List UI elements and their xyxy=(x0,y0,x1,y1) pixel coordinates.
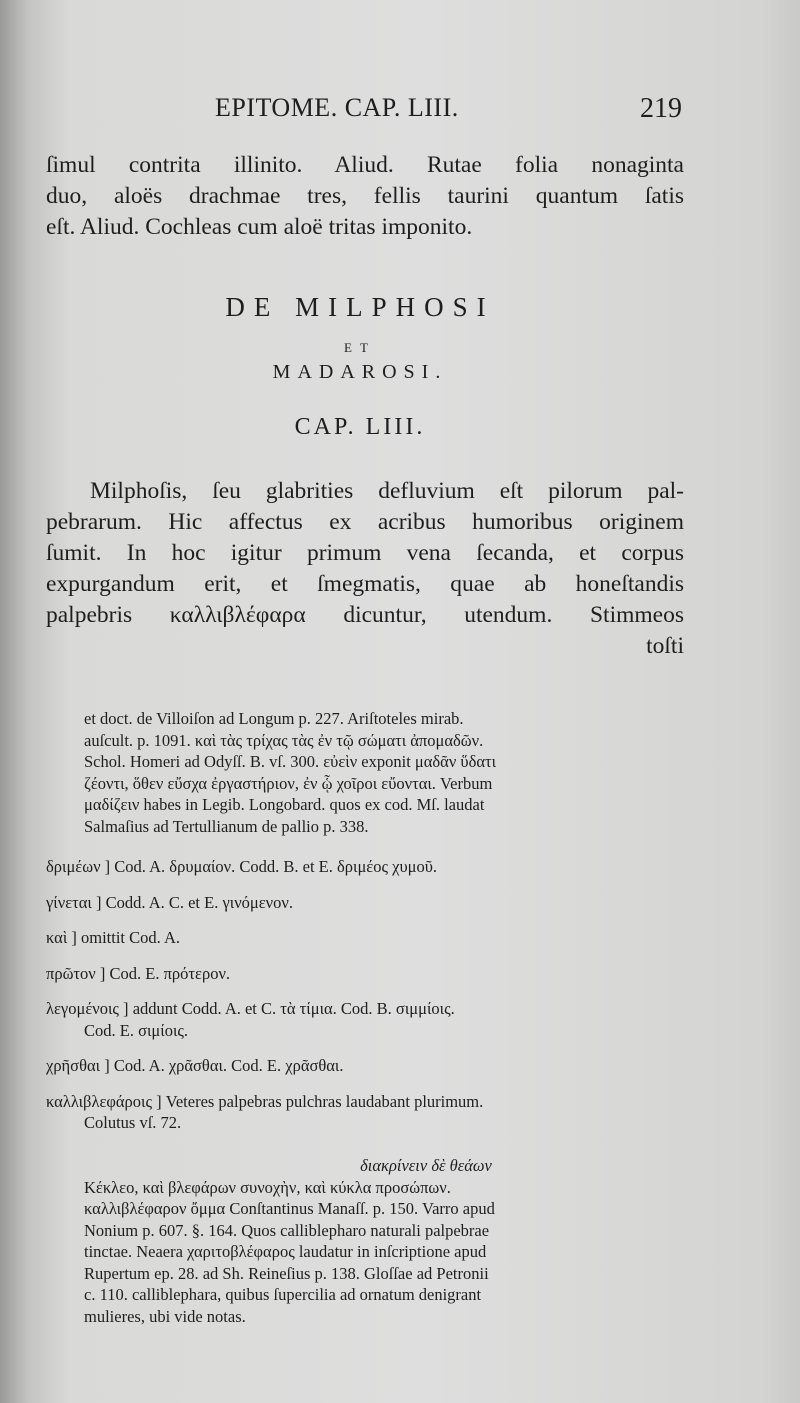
chapter-subtitle: MADAROSI. xyxy=(272,361,448,383)
variant-text: addunt Codd. A. et C. τὰ τίμια. Cod. B. σιμμίοις. xyxy=(132,999,455,1018)
variant-lemma: καλλιβλεφάροις ] xyxy=(46,1091,162,1111)
variant-readings xyxy=(46,856,686,1134)
text-line: pebrarum. Hic affectus ex acribus humoribus originem xyxy=(46,509,684,535)
note-line: Salmaſius ad Tertullianum de pallio p. 338. xyxy=(84,816,369,836)
variant-entry xyxy=(46,1055,686,1077)
variant-lemma: λεγομένοις ] xyxy=(46,999,129,1018)
variant-entry xyxy=(46,1091,686,1113)
note-line: Nonium p. 607. §. 164. Quos calliblepharo naturali palpebrae xyxy=(84,1220,490,1240)
variant-lemma: χρῆσθαι ] xyxy=(46,1056,110,1075)
variant-text: Codd. A. C. et E. γινόμενον. xyxy=(105,892,293,912)
note-line: μαδίζειν habes in Legib. Longobard. quos ex cod. Mſ. laudat xyxy=(84,795,485,814)
note-line: mulieres, ubi vide notas. xyxy=(84,1306,246,1326)
variant-lemma: δριμέων ] xyxy=(46,857,111,876)
variant-text: Cod. A. δρυμαίον. Codd. B. et E. δριμέος χυμοῦ. xyxy=(114,857,438,876)
variant-text: Cod. A. χρᾶσθαι. Cod. E. χρᾶσθαι. xyxy=(113,1056,344,1075)
body-paragraph xyxy=(46,476,684,662)
quoted-verse-and-note xyxy=(46,1155,686,1327)
chapter-title-et: ET xyxy=(344,340,376,355)
note-line: et doct. de Villoiſon ad Longum p. 227. Ariſtoteles mirab. xyxy=(84,709,464,728)
footnote-continuation xyxy=(46,708,686,837)
note-line: καλλιβλέφαρον ὄμμα Conſtantinus Manaſſ. p. 150. Varro apud xyxy=(84,1199,495,1218)
note-line: ζέοντι, ὅθεν εὔσχα ἐργαστήριον, ἐν ᾧ χοῖροι εὔονται. Verbum xyxy=(84,773,493,793)
variant-text: Cod. E. πρότερον. xyxy=(109,963,231,983)
variant-text: omittit Cod. A. xyxy=(81,928,181,947)
text-line: palpebris καλλιβλέφαρα dicuntur, utendum. Stimmeos xyxy=(46,602,684,628)
catchword: toſti xyxy=(646,633,684,659)
verse-line: διακρίνειν δὲ θεάων xyxy=(360,1156,492,1175)
variant-entry xyxy=(46,856,686,878)
note-line: Schol. Homeri ad Odyſſ. B. vſ. 300. εὐεὶν exponit μαδᾶν ὕδατι xyxy=(84,752,497,771)
variant-lemma: καὶ ] xyxy=(46,928,77,947)
page-header xyxy=(0,93,800,133)
note-line: tinctae. Neaera χαριτοβλέφαρος laudatur in inſcriptione apud xyxy=(84,1242,487,1261)
variant-text: Veteres palpebras pulchras laudabant plurimum. xyxy=(165,1091,484,1111)
chapter-number: CAP. LIII. xyxy=(294,414,426,440)
text-line: duo, aloës drachmae tres, fellis taurini quantum ſatis xyxy=(46,183,684,209)
note-line: auſcult. p. 1091. καὶ τὰς τρίχας τὰς ἐν τῷ σώματι ἀπομαδῶν. xyxy=(84,730,484,750)
text-line: ſumit. In hoc igitur primum vena ſecanda, et corpus xyxy=(46,540,684,566)
variant-lemma: πρῶτον ] xyxy=(46,963,106,983)
variant-entry xyxy=(46,963,686,985)
running-head: EPITOME. CAP. LIII. xyxy=(215,93,459,122)
text-line: expurgandum erit, et ſmegmatis, quae ab honeſtandis xyxy=(46,571,684,597)
variant-entry xyxy=(46,998,686,1020)
text-line: Milphoſis, ſeu glabrities defluvium eſt pilorum pal- xyxy=(90,478,684,504)
variant-continuation: Cod. E. σιμίοις. xyxy=(84,1020,189,1040)
chapter-title: DE MILPHOSI xyxy=(225,292,495,322)
page-number: 219 xyxy=(640,93,682,124)
text-line: ſimul contrita illinito. Aliud. Rutae folia nonaginta xyxy=(46,152,684,178)
verse-line: Κέκλεο, καὶ βλεφάρων συνοχὴν, καὶ κύκλα προσώπων. xyxy=(84,1177,451,1197)
variant-entry xyxy=(46,927,686,949)
variant-continuation: Colutus vſ. 72. xyxy=(84,1113,182,1132)
top-paragraph xyxy=(46,150,684,243)
note-line: Rupertum ep. 28. ad Sh. Reineſius p. 138. Gloſſae ad Petronii xyxy=(84,1263,489,1283)
variant-lemma: γίνεται ] xyxy=(46,892,102,912)
note-line: c. 110. calliblephara, quibus ſupercilia ad ornatum denigrant xyxy=(84,1285,482,1304)
text-line: eſt. Aliud. Cochleas cum aloë tritas imponito. xyxy=(46,214,473,240)
variant-entry xyxy=(46,892,686,914)
